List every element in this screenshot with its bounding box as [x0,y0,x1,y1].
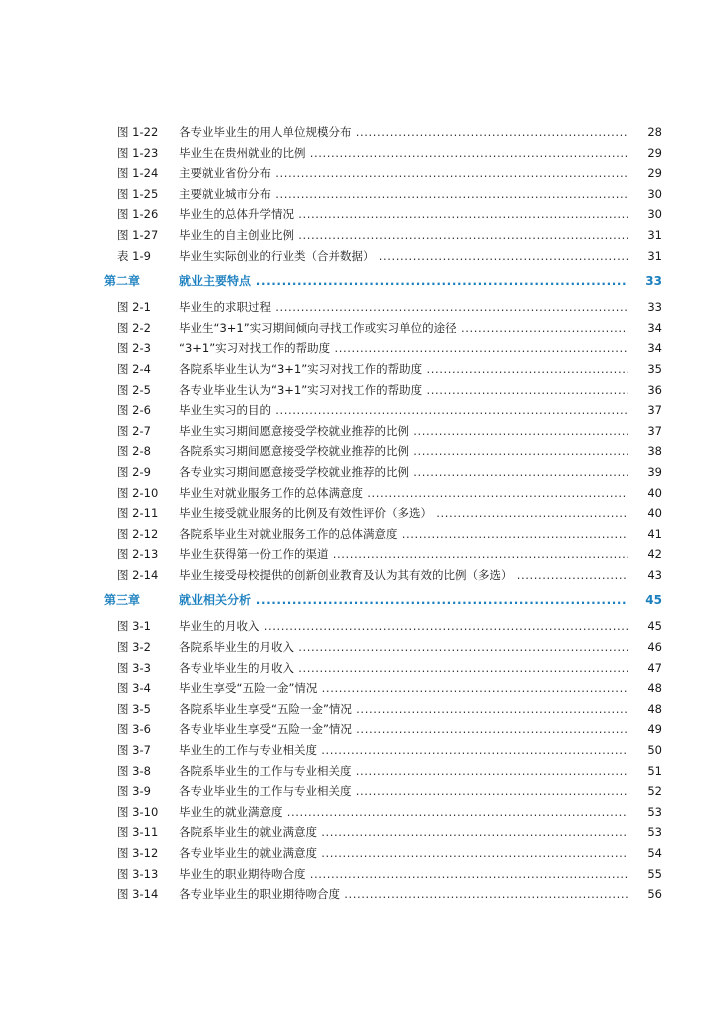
toc-entry-title: 毕业生接受母校提供的创新创业教育及认为其有效的比例（多选） ..... [179,565,628,586]
toc-entry-label: 图 1-24 [117,166,159,181]
toc-entry-page-number: 41 [628,524,662,545]
toc-entry-page-number: 37 [628,400,662,421]
toc-entry[interactable] [0,163,724,184]
toc-entry[interactable] [0,678,724,699]
toc-entry[interactable] [0,544,724,565]
toc-entry-label: 图 3-12 [117,846,159,860]
toc-entry-page-number: 51 [628,761,662,782]
toc-entry-label: 图 3-7 [117,743,151,758]
toc-entry[interactable] [0,246,724,267]
toc-entry-label: 图 2-13 [117,547,159,562]
table-of-contents [0,122,724,905]
toc-entry-title: 各专业毕业生的就业满意度 ..... [179,843,628,864]
toc-entry-label: 图 3-6 [117,722,151,737]
toc-entry-title: 毕业生“3+1”实习期间倾向寻找工作或实习单位的途径 ..... [179,318,628,339]
toc-entry-title: 毕业生享受“五险一金”情况 ..... [179,678,628,699]
toc-entry-label: 图 1-23 [117,145,159,160]
toc-entry-page-number: 53 [628,822,662,843]
toc-entry-label: 图 2-2 [117,320,151,335]
toc-entry-label: 图 1-27 [117,227,159,242]
toc-entry-title: 毕业生实际创业的行业类（合并数据） ..... [179,246,628,267]
toc-entry[interactable] [0,225,724,246]
toc-entry-page-number: 45 [628,585,662,616]
toc-entry[interactable] [0,441,724,462]
toc-entry-label: 图 1-25 [117,186,159,201]
toc-entry-title: 各院系毕业生享受“五险一金”情况 ..... [179,699,628,720]
toc-entry-page-number: 31 [628,225,662,246]
toc-entry-title: 毕业生的总体升学情况 ..... [179,204,628,225]
toc-entry-label: 图 3-4 [117,681,151,696]
toc-entry[interactable] [0,338,724,359]
toc-entry-page-number: 34 [628,318,662,339]
toc-entry-title: 各专业实习期间愿意接受学校就业推荐的比例 ..... [179,462,628,483]
toc-entry[interactable] [0,616,724,637]
toc-entry-label: 图 3-11 [117,825,159,840]
toc-entry-title: 各院系毕业生对就业服务工作的总体满意度 ..... [179,524,628,545]
toc-entry[interactable] [0,802,724,823]
toc-entry-label: 图 1-22 [117,125,159,139]
toc-entry-label: 图 3-2 [117,640,151,655]
toc-entry-title: 毕业生在贵州就业的比例 ..... [179,143,628,164]
toc-entry-label: 图 3-10 [117,804,159,819]
toc-entry[interactable] [0,864,724,885]
toc-entry-title: 就业相关分析 ..... [179,585,628,616]
toc-entry-page-number: 46 [628,637,662,658]
toc-entry-label: 图 3-9 [117,784,151,799]
toc-entry-label: 图 3-8 [117,763,151,778]
toc-entry-page-number: 48 [628,678,662,699]
toc-entry-title: 各专业毕业生享受“五险一金”情况 ..... [179,719,628,740]
toc-entry-label: 图 2-10 [117,485,159,500]
toc-entry-label: 图 3-14 [117,887,159,902]
toc-entry-title: “3+1”实习对找工作的帮助度 ..... [179,338,628,359]
toc-entry-label: 第三章 [104,593,141,608]
toc-entry-page-number: 29 [628,163,662,184]
toc-entry-page-number: 55 [628,864,662,885]
toc-entry-title: 各专业毕业生的月收入 ..... [179,658,628,679]
toc-entry-title: 各专业毕业生认为“3+1”实习对找工作的帮助度 ..... [179,380,628,401]
toc-entry-title: 毕业生获得第一份工作的渠道 ..... [179,544,628,565]
toc-entry-title: 各院系毕业生的月收入 ..... [179,637,628,658]
toc-entry-title: 各院系毕业生认为“3+1”实习对找工作的帮助度 ..... [179,359,628,380]
toc-entry[interactable] [0,421,724,442]
toc-entry[interactable] [0,503,724,524]
toc-entry-page-number: 39 [628,462,662,483]
toc-entry[interactable] [0,400,724,421]
toc-entry-title: 毕业生的工作与专业相关度 ..... [179,740,628,761]
toc-entry[interactable] [0,143,724,164]
toc-entry-page-number: 49 [628,719,662,740]
toc-entry-label: 图 2-3 [117,341,151,356]
toc-entry-title: 毕业生实习期间愿意接受学校就业推荐的比例 ..... [179,421,628,442]
toc-entry-page-number: 42 [628,544,662,565]
toc-entry[interactable] [0,297,724,318]
toc-entry-page-number: 52 [628,781,662,802]
toc-entry-title: 毕业生的职业期待吻合度 ..... [179,864,628,885]
toc-entry-label: 表 1-9 [117,248,151,263]
toc-entry[interactable] [0,462,724,483]
toc-entry[interactable] [0,318,724,339]
toc-entry-page-number: 53 [628,802,662,823]
toc-entry-title: 各专业毕业生的工作与专业相关度 ..... [179,781,628,802]
toc-entry-label: 图 3-13 [117,866,159,881]
toc-entry[interactable] [0,122,724,143]
toc-entry-label: 图 2-4 [117,361,151,376]
toc-entry[interactable] [0,359,724,380]
toc-entry[interactable] [0,761,724,782]
toc-entry[interactable] [0,699,724,720]
toc-entry-page-number: 48 [628,699,662,720]
toc-entry-title: 毕业生的就业满意度 ..... [179,802,628,823]
toc-entry-label: 图 1-26 [117,207,159,222]
toc-entry[interactable] [0,483,724,504]
toc-entry-title: 毕业生的自主创业比例 ..... [179,225,628,246]
toc-entry-page-number: 43 [628,565,662,586]
toc-entry[interactable] [0,380,724,401]
toc-entry[interactable] [0,524,724,545]
toc-entry-label: 图 2-14 [117,567,159,582]
toc-entry-page-number: 29 [628,143,662,164]
toc-entry-title: 各院系毕业生的工作与专业相关度 ..... [179,761,628,782]
toc-entry[interactable] [0,565,724,586]
toc-entry-label: 图 2-9 [117,464,151,479]
toc-entry[interactable] [0,637,724,658]
toc-entry-title: 主要就业省份分布 ..... [179,163,628,184]
toc-entry-title: 毕业生实习的目的 ..... [179,400,628,421]
toc-entry-label: 第二章 [104,274,141,289]
toc-entry-label: 图 2-8 [117,444,151,459]
toc-entry-label: 图 2-12 [117,526,159,541]
toc-entry-title: 毕业生的求职过程 ..... [179,297,628,318]
toc-entry[interactable] [0,740,724,761]
toc-entry-page-number: 36 [628,380,662,401]
toc-entry[interactable] [0,719,724,740]
toc-entry-page-number: 45 [628,616,662,637]
toc-entry-page-number: 40 [628,503,662,524]
toc-entry-page-number: 30 [628,204,662,225]
toc-entry[interactable] [0,658,724,679]
toc-entry[interactable] [0,204,724,225]
toc-entry-page-number: 35 [628,359,662,380]
toc-entry-title: 就业主要特点 ..... [179,266,628,297]
toc-entry-label: 图 2-1 [117,300,151,315]
toc-entry[interactable] [0,884,724,905]
toc-entry-page-number: 38 [628,441,662,462]
toc-entry-page-number: 31 [628,246,662,267]
toc-entry-title: 毕业生的月收入 ..... [179,616,628,637]
toc-entry-title: 各院系毕业生的就业满意度 ..... [179,822,628,843]
toc-entry-page-number: 33 [628,297,662,318]
toc-entry-label: 图 3-5 [117,701,151,716]
toc-entry-page-number: 40 [628,483,662,504]
toc-entry-page-number: 54 [628,843,662,864]
toc-entry-page-number: 28 [628,122,662,143]
toc-entry[interactable] [0,781,724,802]
toc-entry-label: 图 3-3 [117,660,151,675]
toc-entry-title: 各院系实习期间愿意接受学校就业推荐的比例 ..... [179,441,628,462]
toc-entry-label: 图 3-1 [117,619,151,634]
toc-entry-page-number: 30 [628,184,662,205]
toc-entry-page-number: 33 [628,266,662,297]
toc-entry-page-number: 37 [628,421,662,442]
toc-entry-label: 图 2-7 [117,423,151,438]
toc-entry-page-number: 47 [628,658,662,679]
toc-entry-title: 各专业毕业生的用人单位规模分布 ..... [179,122,628,143]
toc-entry-label: 图 2-6 [117,403,151,418]
toc-entry-title: 各专业毕业生的职业期待吻合度 ..... [179,884,628,905]
toc-entry-page-number: 56 [628,884,662,905]
toc-entry-label: 图 2-11 [117,506,159,521]
toc-chapter-entry[interactable] [0,266,724,297]
toc-chapter-entry[interactable] [0,585,724,616]
toc-entry-label: 图 2-5 [117,382,151,397]
toc-entry[interactable] [0,822,724,843]
toc-entry[interactable] [0,184,724,205]
toc-entry-title: 毕业生接受就业服务的比例及有效性评价（多选） ..... [179,503,628,524]
toc-entry-title: 主要就业城市分布 ..... [179,184,628,205]
toc-entry[interactable] [0,843,724,864]
toc-entry-page-number: 34 [628,338,662,359]
toc-entry-title: 毕业生对就业服务工作的总体满意度 ..... [179,483,628,504]
toc-entry-page-number: 50 [628,740,662,761]
